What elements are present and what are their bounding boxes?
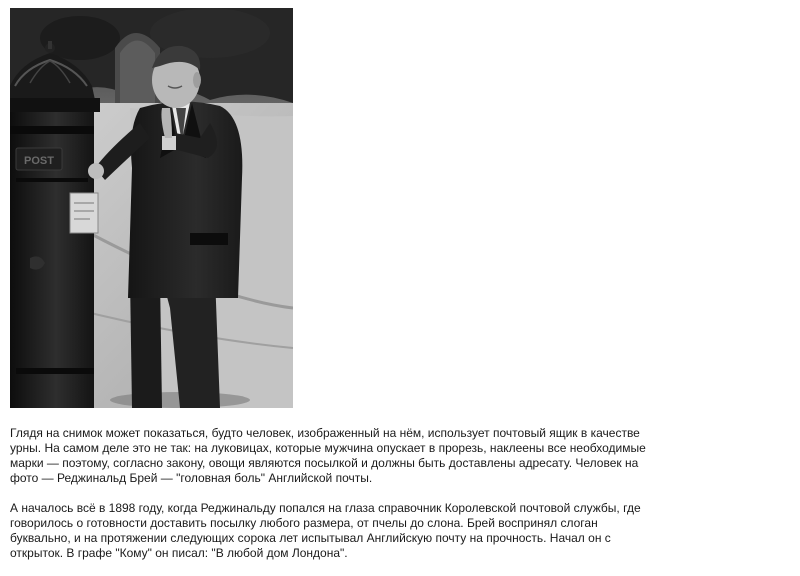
article-paragraph: Глядя на снимок может показаться, будто человек, изображенный на нём, использует почтовый ящик в качестве урны. На самом деле это не так: на луковицах, которые мужчина опускает в прорезь, наклеены все необходимые марки — поэтому, согласно закону, овощи являются посылкой и должны быть доставлены адресату. Человек на фото — Реджинальд Брей — "головная боль" Английской почты.	[10, 426, 646, 485]
article-text	[10, 426, 660, 576]
postbox-lettering: POST	[24, 155, 54, 167]
article-paragraph: А началось всё в 1898 году, когда Реджинальду попался на глаза справочник Королевской почтовой службы, где говорилось о готовности доставить посылку любого размера, от пчелы до слона. Брей воспринял слоган буквально, и на протяжении следующих сорока лет испытывал Английскую почту на прочность. Начал он с открыток. В графе "Кому" он писал: "В любой дом Лондона".	[10, 501, 641, 560]
article-photo	[10, 8, 293, 408]
postbox-shape	[10, 41, 100, 408]
